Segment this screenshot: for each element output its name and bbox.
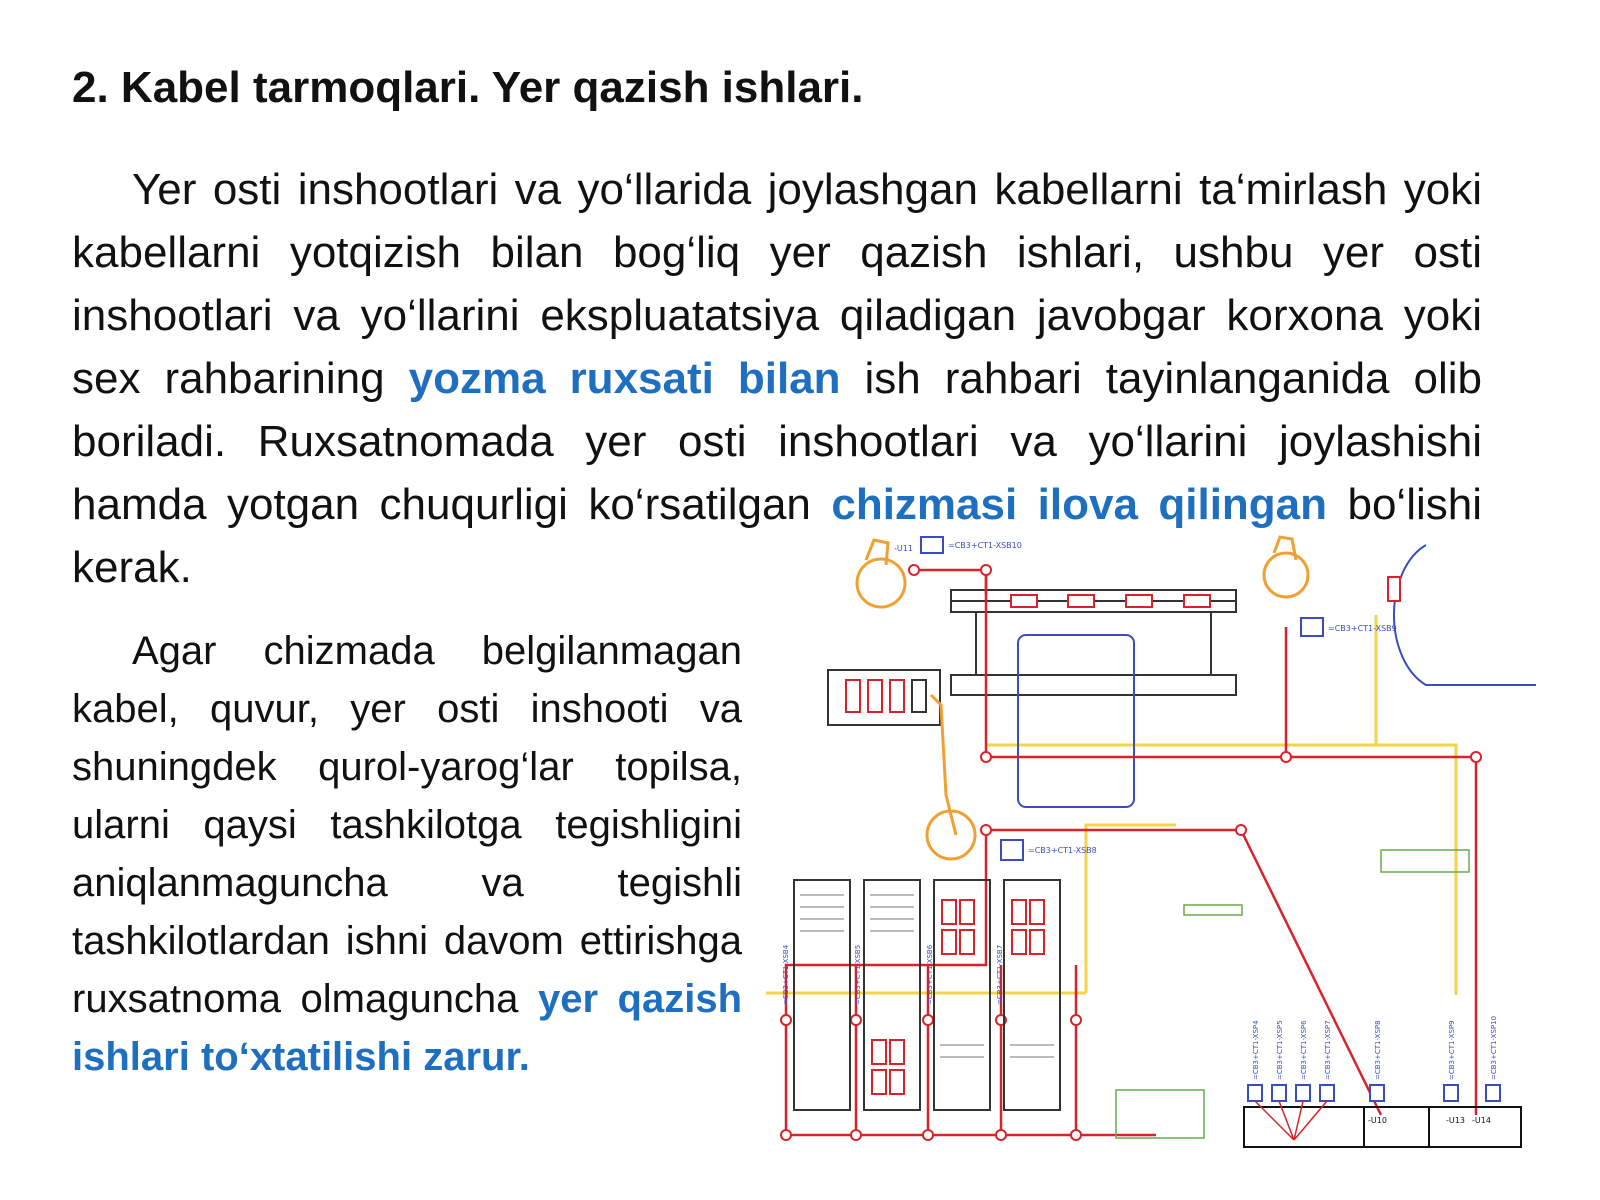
curved-equipment [1394, 545, 1536, 685]
label-conveyor-3: =CB3+CT1-XSB6 [926, 944, 934, 1005]
label-bottom-tag-2: =CB3+CT1-XSP5 [1276, 1020, 1284, 1080]
label-right-tag: =CB3+CT1-XSB9 [1328, 624, 1397, 633]
label-conveyor-2: =CB3+CT1-XSB5 [854, 944, 862, 1005]
page-title: 2. Kabel tarmoqlari. Yer qazish ishlari. [72, 63, 864, 112]
paragraph-stop-work [72, 622, 742, 1086]
label-bottom-tag-3: =CB3+CT1-XSP6 [1300, 1020, 1308, 1080]
paragraph-permit [72, 158, 1482, 599]
paragraph-permit-text-2: ish rahbari tayinlanganida olib boriladi. Ruxsatnomada yer osti inshootlari va yo‘llarini joylashishi hamda yotgan chuqurligi ko‘rsatilgan [72, 354, 1483, 529]
label-mid-tag: =CB3+CT1-XSB8 [1028, 846, 1097, 855]
bottom-panels [1244, 1107, 1521, 1147]
paragraph-permit-text-3: bo‘lishi kerak. [72, 480, 1482, 592]
paragraph-permit-text-1: Yer osti inshootlari va yo‘llarida joylashgan kabellarni ta‘mirlash yoki kabellarni yotqizish bilan bog‘liq yer qazish ishlari, ushbu yer osti inshootlari va yo‘llarini ekspluatatsiya qiladigan javobgar korxona yoki sex rahbarining [72, 165, 1482, 403]
label-bottom-tag-4: =CB3+CT1-XSP7 [1324, 1020, 1332, 1080]
paragraph-stop-work-text: Agar chizmada belgilanmagan kabel, quvur, yer osti inshooti va shuningdek qurol-yarog‘lar topilsa, ularni qaysi tashkilotga tegishligini aniqlanmaguncha va tegishli tashkilotlardan ishni davom ettirishga ruxsatnoma olmaguncha [72, 629, 742, 1021]
label-top-tag: =CB3+CT1-XSB10 [948, 541, 1022, 550]
legend-boxes [1116, 850, 1469, 1138]
label-top-unit: -U11 [894, 544, 913, 553]
blue-equipment-outline [1018, 635, 1134, 807]
label-bottom-tag-1: =CB3+CT1-XSP4 [1252, 1020, 1260, 1080]
connector-boxes [921, 537, 1323, 860]
label-unit-u14: -U14 [1472, 1116, 1491, 1125]
highlight-stop-digging: yer qazish ishlari to‘xtatilishi zarur. [72, 977, 742, 1079]
label-unit-u13: -U13 [1446, 1116, 1465, 1125]
highlight-written-permission: yozma ruxsati bilan [408, 354, 841, 403]
conveyor-red-cells [872, 900, 1044, 1094]
label-bottom-tag-5: =CB3+CT1-XSP8 [1374, 1020, 1382, 1080]
label-bottom-tag-6: =CB3+CT1-XSP9 [1448, 1020, 1456, 1080]
label-conveyor-4: =CB3+CT1-XSB7 [996, 944, 1004, 1005]
cable-layout-drawing [756, 535, 1540, 1160]
control-panel [828, 670, 940, 725]
label-conveyor-1: =CB3+CT1-XSB4 [782, 944, 790, 1005]
label-unit-u10: -U10 [1368, 1116, 1387, 1125]
bottom-connectors [1248, 1085, 1500, 1101]
highlight-drawing-attached: chizmasi ilova qilingan [831, 480, 1328, 529]
label-bottom-tag-7: =CB3+CT1-XSP10 [1490, 1015, 1498, 1080]
